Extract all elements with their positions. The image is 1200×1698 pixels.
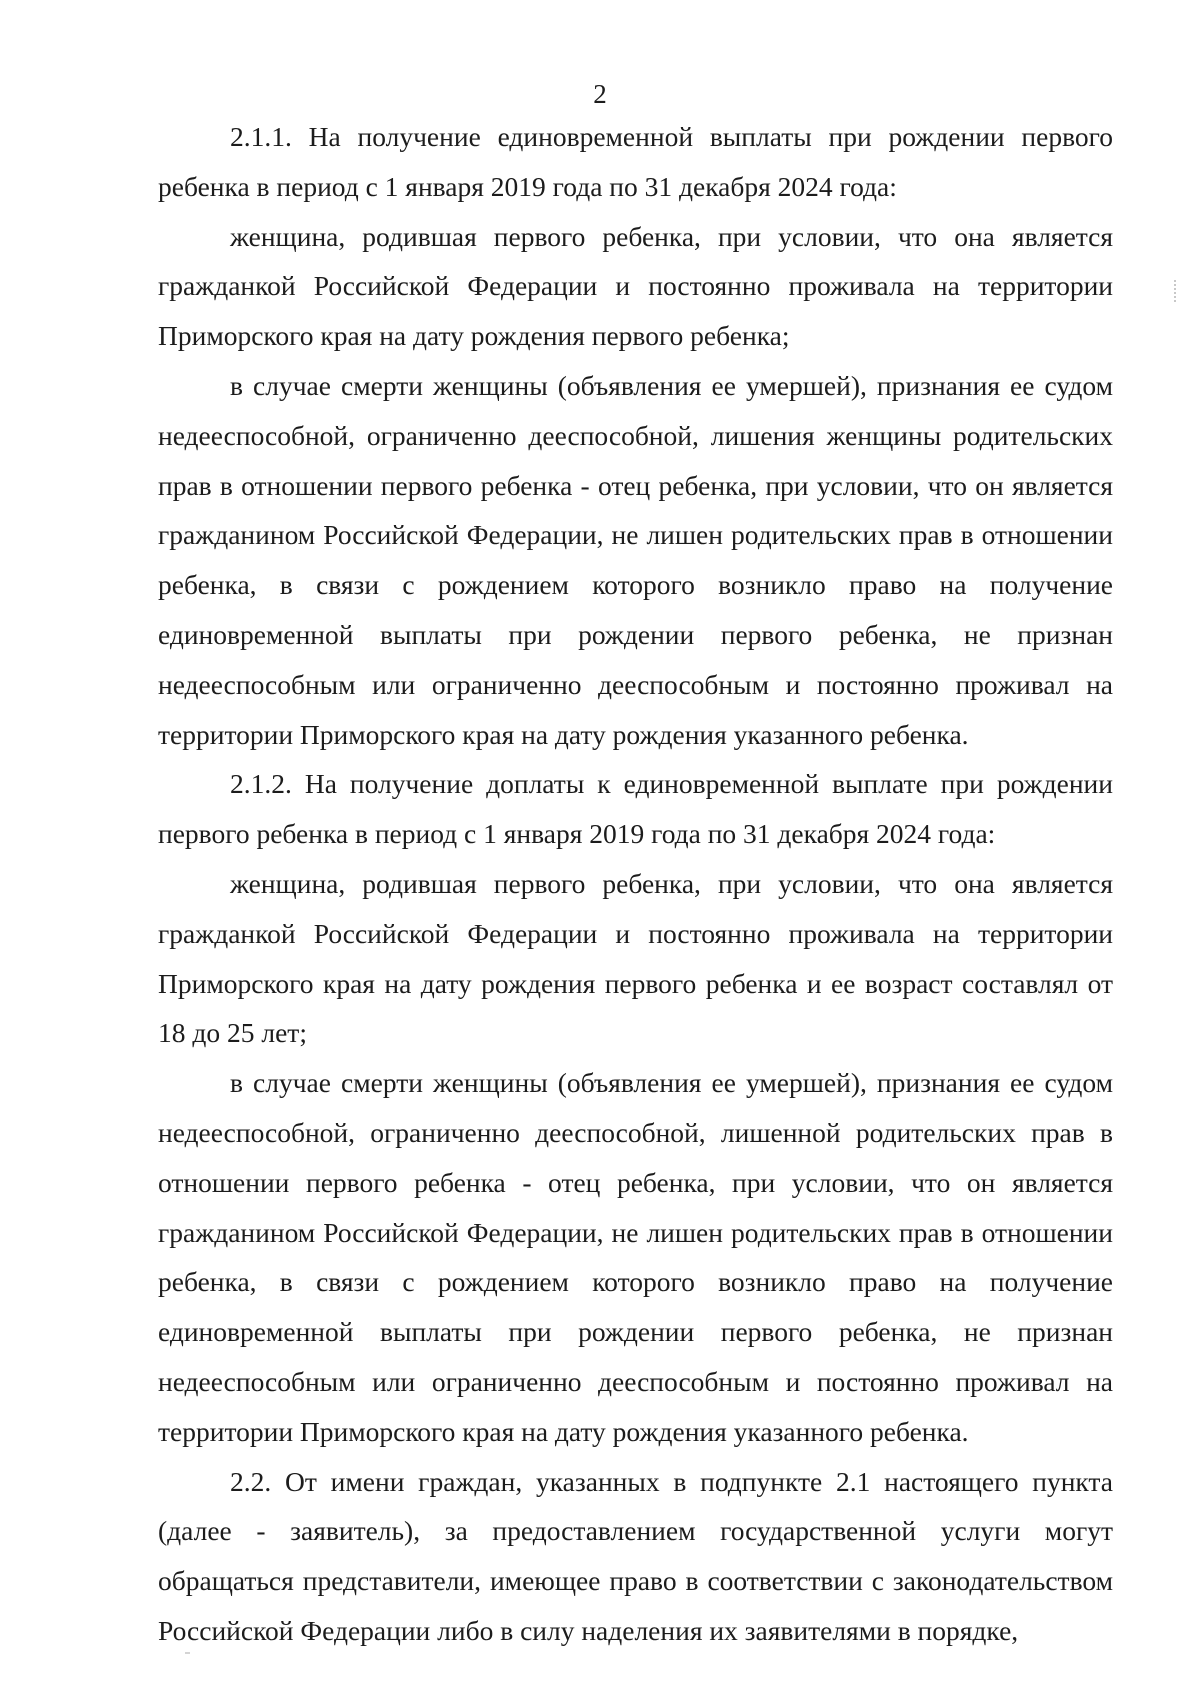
page-number: 2 — [593, 79, 607, 109]
paragraph-2-1-1-father: в случае смерти женщины (объявления ее умершей), признания ее судом недееспособной, ограниченно дееспособной, лишения женщины родительских прав в отношении первого ребенка - отец ребенка, при условии, что он является гражданином Российской Федерации, не лишен родительских прав в отношении ребенка, в связи с рождением которого возникло право на получение единовременной выплаты при рождении первого ребенка, не признан недееспособным или ограниченно дееспособным и постоянно проживал на территории Приморского края на дату рождения указанного ребенка. — [158, 369, 1113, 750]
scan-artifact-speck — [185, 1652, 190, 1654]
paragraph-2-1-2-father: в случае смерти женщины (объявления ее умершей), признания ее судом недееспособной, ограниченно дееспособной, лишенной родительских прав в отношении первого ребенка - отец ребенка, при условии, что он является гражданином Российской Федерации, не лишен родительских прав в отношении ребенка, в связи с рождением которого возникло право на получение единовременной выплаты при рождении первого ребенка, не признан недееспособным или ограниченно дееспособным и постоянно проживал на территории Приморского края на дату рождения указанного ребенка. — [158, 1067, 1113, 1447]
paragraph-2-1-1-woman: женщина, родившая первого ребенка, при условии, что она является гражданкой Российской Федерации и постоянно проживала на территории Приморского края на дату рождения первого ребенка; — [158, 220, 1113, 352]
paragraph-2-2-representatives: 2.2. От имени граждан, указанных в подпункте 2.1 настоящего пункта (далее - заявитель), за предоставлением государственной услуги могут обращаться представители, имеющее право в соответствии с законодательством Российской Федерации либо в силу наделения их заявителями в порядке, — [158, 1465, 1113, 1646]
document-body — [158, 112, 1113, 1656]
scan-artifact-mark — [1174, 280, 1178, 302]
paragraph-2-1-1-heading: 2.1.1. На получение единовременной выплаты при рождении первого ребенка в период с 1 января 2019 года по 31 декабря 2024 года: — [158, 121, 1113, 202]
paragraph-2-1-2-woman: женщина, родившая первого ребенка, при условии, что она является гражданкой Российской Федерации и постоянно проживала на территории Приморского края на дату рождения первого ребенка и ее возраст составлял от 18 до 25 лет; — [158, 867, 1113, 1049]
paragraph-2-1-2-heading: 2.1.2. На получение доплаты к единовременной выплате при рождении первого ребенка в период с 1 января 2019 года по 31 декабря 2024 года: — [158, 768, 1113, 850]
